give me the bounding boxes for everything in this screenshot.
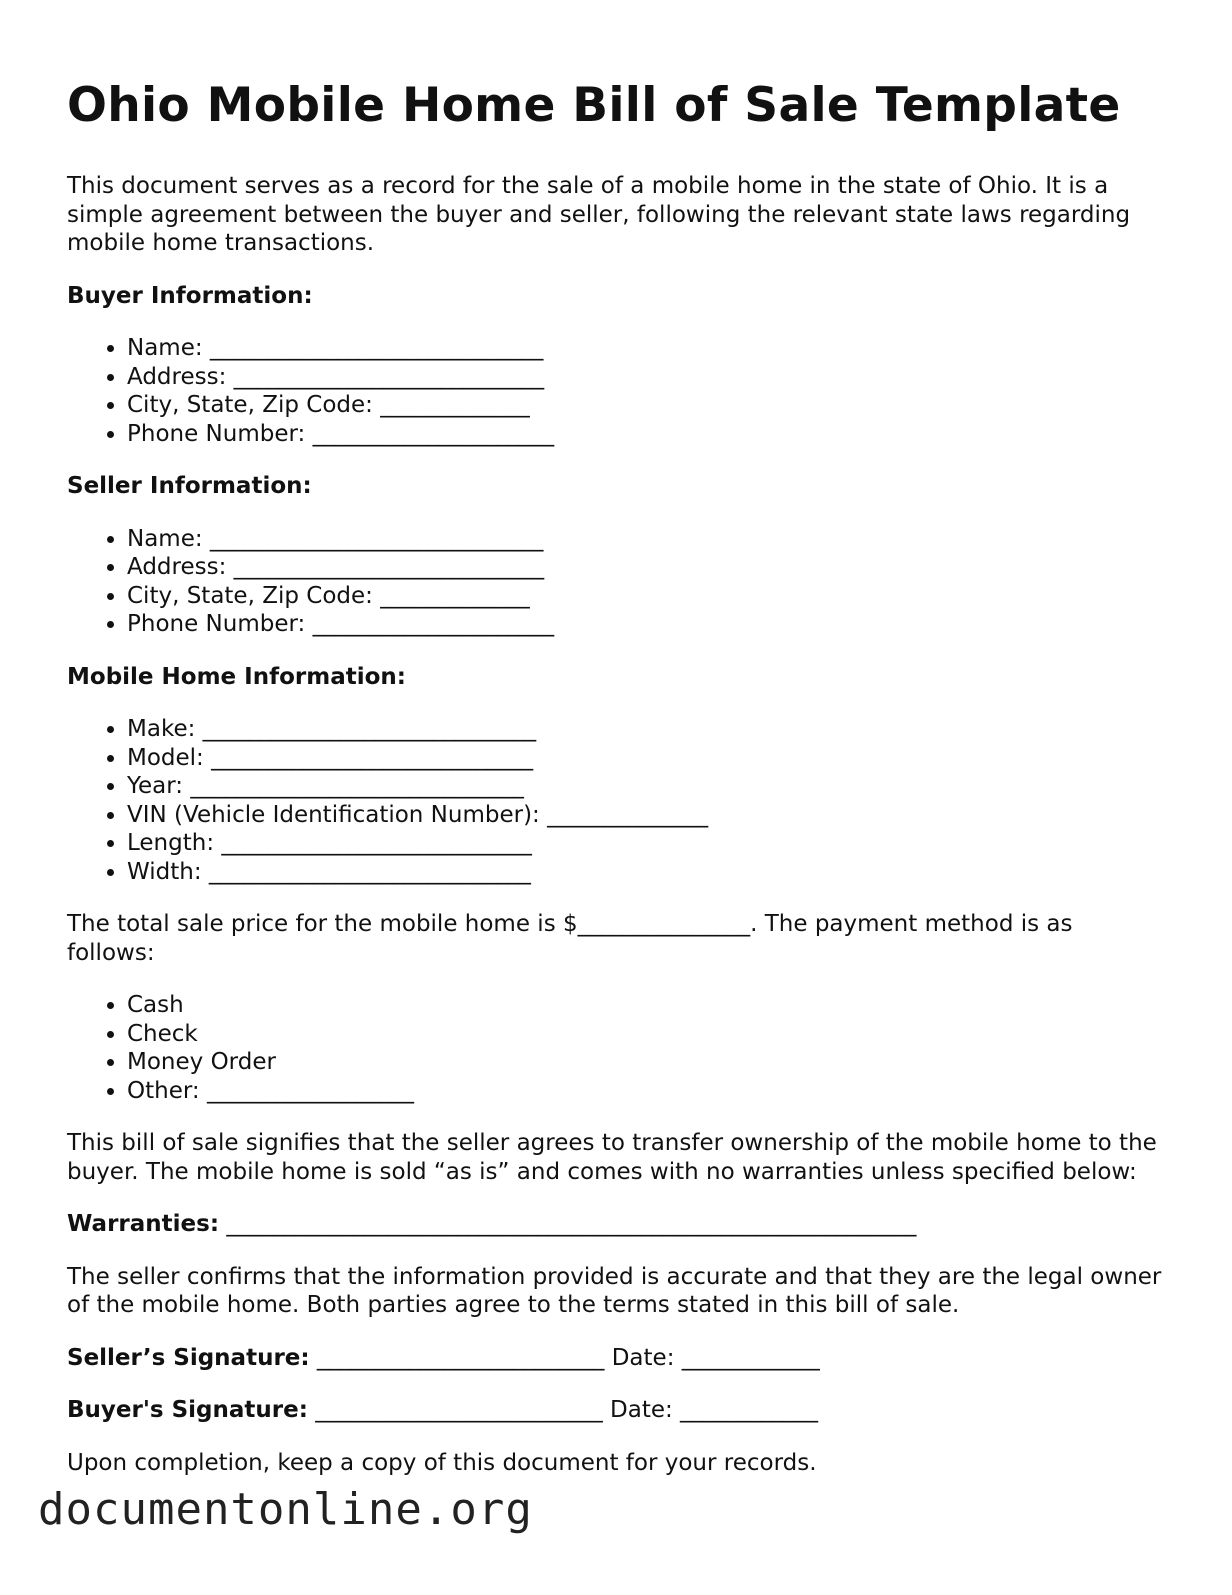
buyer-name-field: • Name: _____________________________ xyxy=(127,334,1167,363)
buyer-heading: Buyer Information: xyxy=(67,282,313,309)
seller-signature-label: Seller’s Signature: xyxy=(67,1344,310,1371)
transfer-paragraph: This bill of sale signifies that the seller agrees to transfer ownership of the mobile home to the buyer. The mobile home is sold “as is” and comes with no warranties unless specified below: xyxy=(67,1130,1157,1185)
home-length-field: • Length: ___________________________ xyxy=(127,829,1167,858)
price-paragraph: The total sale price for the mobile home is $_______________. The payment method is as follows: xyxy=(67,911,1073,966)
home-width-field: • Width: ____________________________ xyxy=(127,858,1167,887)
mobile-home-heading: Mobile Home Information: xyxy=(67,663,406,690)
home-year-field: • Year: _____________________________ xyxy=(127,772,1167,801)
warranties-blank: ____________________________________________________________ xyxy=(219,1211,917,1238)
confirm-paragraph: The seller confirms that the information provided is accurate and that they are the legal owner of the mobile home. Both parties agree to the terms stated in this bill of sale. xyxy=(67,1263,1162,1319)
seller-signature-blank: _________________________ Date: ____________ xyxy=(309,1344,820,1371)
home-make-field: • Make: _____________________________ xyxy=(127,715,1167,744)
document-page xyxy=(67,78,1167,1477)
buyer-list xyxy=(67,334,1167,448)
payment-check: • Check xyxy=(127,1020,1167,1049)
payment-other: • Other: __________________ xyxy=(127,1077,1167,1106)
seller-address-field: • Address: ___________________________ xyxy=(127,553,1167,582)
buyer-phone-field: • Phone Number: _____________________ xyxy=(127,420,1167,449)
seller-heading: Seller Information: xyxy=(67,473,312,500)
warranties-label: Warranties: xyxy=(67,1211,220,1238)
home-vin-field: • VIN (Vehicle Identification Number): ______________ xyxy=(127,801,1167,830)
watermark: documentonline.org xyxy=(38,1484,533,1535)
mobile-home-list xyxy=(67,715,1167,886)
buyer-address-field: • Address: ___________________________ xyxy=(127,363,1167,392)
buyer-city-state-zip-field: • City, State, Zip Code: _____________ xyxy=(127,391,1167,420)
buyer-signature-label: Buyer's Signature: xyxy=(67,1397,308,1424)
intro-paragraph: This document serves as a record for the sale of a mobile home in the state of Ohio. It is a simple agreement between the buyer and seller, following the relevant state laws regarding mobile home transactions. xyxy=(67,173,1131,257)
buyer-signature-blank: _________________________ Date: ____________ xyxy=(307,1397,819,1424)
warranties-line xyxy=(67,1210,1167,1239)
closing-note: Upon completion, keep a copy of this document for your records. xyxy=(67,1449,817,1476)
seller-signature-line xyxy=(67,1344,1167,1373)
home-model-field: • Model: ____________________________ xyxy=(127,744,1167,773)
payment-method-list xyxy=(67,991,1167,1105)
seller-list xyxy=(67,525,1167,639)
document-title: Ohio Mobile Home Bill of Sale Template xyxy=(67,78,1121,133)
seller-city-state-zip-field: • City, State, Zip Code: _____________ xyxy=(127,582,1167,611)
buyer-signature-line xyxy=(67,1396,1167,1425)
payment-money-order: • Money Order xyxy=(127,1048,1167,1077)
payment-cash: • Cash xyxy=(127,991,1167,1020)
seller-name-field: • Name: _____________________________ xyxy=(127,525,1167,554)
seller-phone-field: • Phone Number: _____________________ xyxy=(127,610,1167,639)
